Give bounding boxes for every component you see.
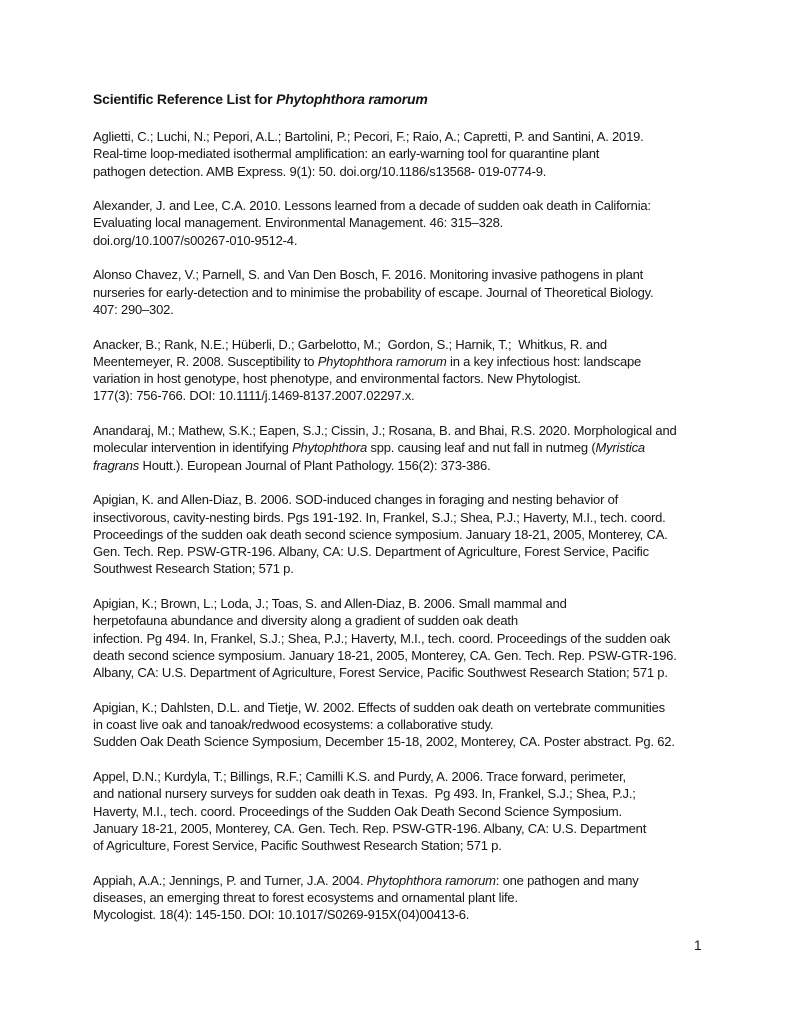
reference-line	[93, 163, 733, 180]
reference-paragraph	[93, 336, 733, 405]
reference-line	[93, 353, 733, 370]
reference-text: and national nursery surveys for sudden oak death in Texas. Pg 493. In, Frankel, S.J.; Shea, P.J.;	[93, 786, 636, 802]
reference-line	[93, 768, 733, 785]
reference-text: Apigian, K.; Brown, L.; Loda, J.; Toas, S. and Allen-Diaz, B. 2006. Small mammal and	[93, 596, 567, 612]
reference-line	[93, 266, 733, 283]
species-name: Phytophthora	[292, 440, 368, 456]
reference-line	[93, 145, 733, 162]
reference-text: molecular intervention in identifying	[93, 440, 293, 456]
reference-paragraph	[93, 422, 733, 474]
reference-line	[93, 664, 733, 681]
reference-text: variation in host genotype, host phenotype, and environmental factors. New Phytologist.	[93, 371, 581, 387]
species-name: Phytophthora ramorum	[317, 353, 447, 369]
reference-line	[93, 837, 733, 854]
reference-text: death second science symposium. January 18-21, 2005, Monterey, CA. Gen. Tech. Rep. PSW-GTR-196.	[93, 647, 677, 663]
reference-paragraph	[93, 128, 733, 180]
reference-text: : one pathogen and many	[495, 872, 639, 888]
reference-text: Appiah, A.A.; Jennings, P. and Turner, J.A. 2004.	[93, 872, 367, 888]
reference-paragraph	[93, 197, 733, 249]
page-number: 1	[694, 938, 702, 953]
reference-text: Houtt.). European Journal of Plant Pathology. 156(2): 373-386.	[139, 457, 491, 473]
reference-line	[93, 509, 733, 526]
reference-text: Sudden Oak Death Science Symposium, December 15-18, 2002, Monterey, CA. Poster abstract. Pg. 62.	[93, 734, 675, 750]
reference-line	[93, 543, 733, 560]
reference-text: insectivorous, cavity-nesting birds. Pgs 191-192. In, Frankel, S.J.; Shea, P.J.; Haverty, M.I., tech. coord.	[93, 509, 666, 525]
reference-text: in a key infectious host: landscape	[446, 353, 642, 369]
reference-line	[93, 560, 733, 577]
reference-line	[93, 872, 733, 889]
reference-line	[93, 214, 733, 231]
reference-text: Southwest Research Station; 571 p.	[93, 561, 294, 577]
reference-text: Anandaraj, M.; Mathew, S.K.; Eapen, S.J.; Cissin, J.; Rosana, B. and Bhai, R.S. 2020. Morphological and	[93, 423, 677, 439]
reference-line	[93, 647, 733, 664]
reference-line	[93, 439, 733, 456]
reference-line	[93, 785, 733, 802]
reference-text: Anacker, B.; Rank, N.E.; Hüberli, D.; Garbelotto, M.; Gordon, S.; Harnik, T.; Whitkus, R. and	[93, 336, 607, 352]
reference-text: herpetofauna abundance and diversity along a gradient of sudden oak death	[93, 613, 518, 629]
reference-text: spp. causing leaf and nut fall in nutmeg (	[367, 440, 596, 456]
reference-paragraph	[93, 491, 733, 577]
reference-text: in coast live oak and tanoak/redwood ecosystems: a collaborative study.	[93, 717, 494, 733]
reference-line	[93, 128, 733, 145]
reference-text: Appel, D.N.; Kurdyla, T.; Billings, R.F.; Camilli K.S. and Purdy, A. 2006. Trace forward, perimeter,	[93, 768, 626, 784]
species-name: Phytophthora ramorum	[366, 872, 496, 888]
reference-paragraph	[93, 266, 733, 318]
reference-line	[93, 526, 733, 543]
reference-text: 407: 290–302.	[93, 301, 174, 317]
reference-text: Real-time loop-mediated isothermal amplification: an early-warning tool for quarantine plant	[93, 146, 600, 162]
reference-line	[93, 232, 733, 249]
reference-text: Haverty, M.I., tech. coord. Proceedings of the Sudden Oak Death Second Science Symposium.	[93, 803, 622, 819]
reference-text: diseases, an emerging threat to forest ecosystems and ornamental plant life.	[93, 890, 518, 906]
reference-paragraph	[93, 872, 733, 924]
page-title	[93, 91, 733, 107]
reference-text: Gen. Tech. Rep. PSW-GTR-196. Albany, CA: U.S. Department of Agriculture, Forest Service, Pacific	[93, 544, 649, 560]
reference-text: Proceedings of the sudden oak death second science symposium. January 18-21, 2005, Monterey, CA.	[93, 526, 668, 542]
reference-line	[93, 612, 733, 629]
species-name: fragrans	[93, 457, 140, 473]
reference-text: Apigian, K.; Dahlsten, D.L. and Tietje, W. 2002. Effects of sudden oak death on vertebrate communities	[93, 699, 665, 715]
reference-line	[93, 699, 733, 716]
reference-text: pathogen detection. AMB Express. 9(1): 50. doi.org/10.1186/s13568- 019-0774-9.	[93, 163, 547, 179]
reference-line	[93, 906, 733, 923]
reference-line	[93, 284, 733, 301]
reference-paragraph	[93, 768, 733, 854]
reference-line	[93, 422, 733, 439]
reference-text: infection. Pg 494. In, Frankel, S.J.; Shea, P.J.; Haverty, M.I., tech. coord. Proceedings of the sudden oak	[93, 630, 671, 646]
reference-line	[93, 733, 733, 750]
page-title-text: Scientific Reference List for	[93, 91, 277, 107]
reference-text: Meentemeyer, R. 2008. Susceptibility to	[93, 353, 318, 369]
reference-text: 177(3): 756-766. DOI: 10.1111/j.1469-8137.2007.02297.x.	[93, 388, 415, 404]
reference-line	[93, 301, 733, 318]
reference-line	[93, 491, 733, 508]
species-name: Myristica	[595, 440, 645, 456]
reference-line	[93, 336, 733, 353]
reference-text: Alexander, J. and Lee, C.A. 2010. Lessons learned from a decade of sudden oak death in California:	[93, 198, 651, 214]
reference-text: Aglietti, C.; Luchi, N.; Pepori, A.L.; Bartolini, P.; Pecori, F.; Raio, A.; Capretti, P. and Santini, A. 2019.	[93, 129, 644, 144]
reference-line	[93, 803, 733, 820]
page-title-species-name: Phytophthora ramorum	[276, 91, 428, 107]
reference-text: Alonso Chavez, V.; Parnell, S. and Van Den Bosch, F. 2016. Monitoring invasive pathogens in plant	[93, 267, 644, 283]
reference-line	[93, 889, 733, 906]
reference-line	[93, 387, 733, 404]
reference-paragraph	[93, 699, 733, 751]
reference-paragraph	[93, 595, 733, 681]
reference-line	[93, 716, 733, 733]
reference-text: Evaluating local management. Environmental Management. 46: 315–328.	[93, 215, 504, 231]
reference-text: nurseries for early-detection and to minimise the probability of escape. Journal of Theoretical Biology.	[93, 284, 654, 300]
reference-line	[93, 457, 733, 474]
reference-text: January 18-21, 2005, Monterey, CA. Gen. Tech. Rep. PSW-GTR-196. Albany, CA: U.S. Department	[93, 820, 647, 836]
reference-text: Mycologist. 18(4): 145-150. DOI: 10.1017/S0269-915X(04)00413-6.	[93, 907, 470, 923]
reference-text: Apigian, K. and Allen-Diaz, B. 2006. SOD-induced changes in foraging and nesting behavior of	[93, 492, 619, 508]
reference-line	[93, 630, 733, 647]
reference-text: Albany, CA: U.S. Department of Agriculture, Forest Service, Pacific Southwest Research Station; 571 p.	[93, 665, 668, 681]
document-content	[93, 91, 733, 941]
reference-line	[93, 595, 733, 612]
reference-line	[93, 820, 733, 837]
reference-line	[93, 197, 733, 214]
reference-line	[93, 370, 733, 387]
reference-list	[93, 128, 733, 924]
reference-text: of Agriculture, Forest Service, Pacific Southwest Research Station; 571 p.	[93, 838, 502, 854]
reference-text: doi.org/10.1007/s00267-010-9512-4.	[93, 232, 298, 248]
